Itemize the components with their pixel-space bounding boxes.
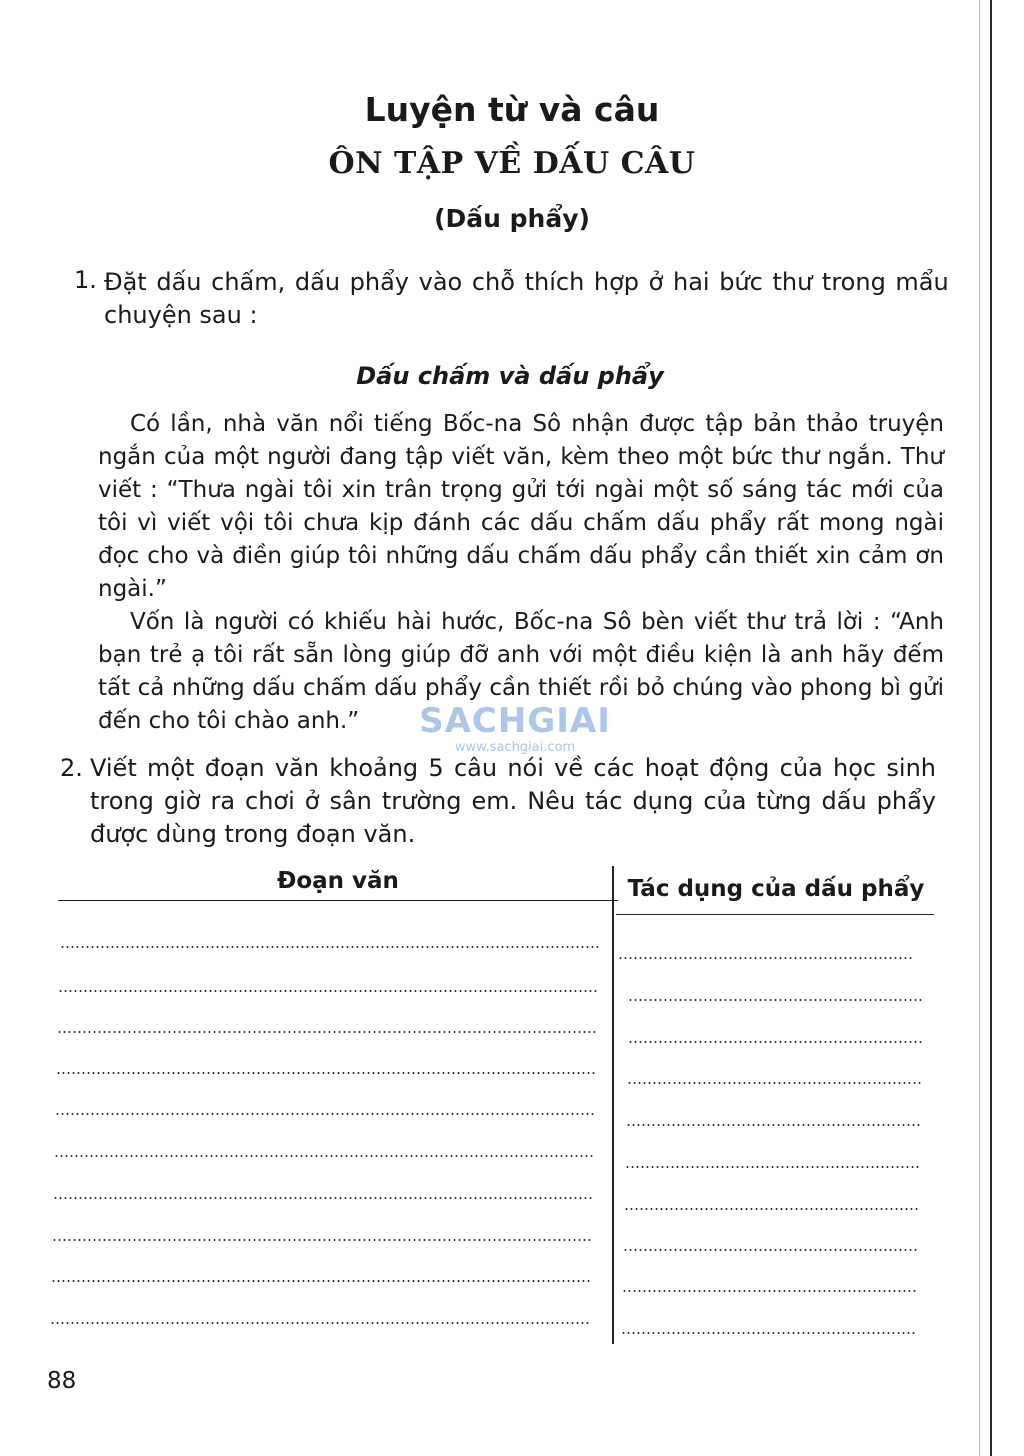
lesson-subtitle: ÔN TẬP VỀ DẤU CÂU <box>328 146 696 181</box>
watermark-url: www.sachgiai.com <box>454 740 576 755</box>
exercise-2-number: 2. <box>60 754 83 782</box>
answer-line[interactable] <box>60 946 600 948</box>
table-header-doan-van: Đoạn văn <box>277 868 399 894</box>
answer-line[interactable] <box>56 1072 596 1074</box>
exercise-1 <box>74 264 954 334</box>
answer-line[interactable] <box>628 999 924 1001</box>
answer-line[interactable] <box>51 1280 591 1282</box>
answer-line[interactable] <box>54 1155 594 1157</box>
answer-line[interactable] <box>625 1166 921 1168</box>
exercise-1-instruction-line1: Đặt dấu chấm, dấu phẩy vào chỗ thích hợp ở hai bức thư trong mẩu <box>104 268 949 296</box>
story-paragraph-2: Vốn là người có khiếu hài hước, Bốc-na Sô bèn viết thư trả lời : “Anh bạn trẻ ạ tôi rất sẵn lòng giúp đỡ anh với một điều kiện là anh hãy đếm tất cả những dấu chấm dấu phẩy cần thiết rồi bỏ chúng vào phong bì gửi đến cho tôi chào anh.” <box>98 609 944 734</box>
answer-line[interactable] <box>52 1239 592 1241</box>
exercise-2-instruction: Viết một đoạn văn khoảng 5 câu nói về các hoạt động của học sinh trong giờ ra chơi ở sân trường em. Nêu tác dụng của từng dấu phẩy được dùng trong đoạn văn. <box>90 754 936 848</box>
table-column-divider <box>612 866 614 1344</box>
story-paragraph-1: Có lần, nhà văn nổi tiếng Bốc-na Sô nhận được tập bản thảo truyện ngắn của một người đang tập viết văn, kèm theo một bức thư ngắn. Thư viết : “Thưa ngài tôi xin trân trọng gửi tới ngài một số sáng tác mới của tôi vì viết vội tôi chưa kịp đánh các dấu chấm dấu phẩy rất mong ngài đọc cho và điền giúp tôi những dấu chấm dấu phẩy cần thiết xin cảm ơn ngài.” <box>98 411 944 602</box>
answer-line[interactable] <box>623 1249 919 1251</box>
table-header-tac-dung: Tác dụng của dấu phẩy <box>627 876 925 902</box>
answer-line[interactable] <box>58 990 598 992</box>
answer-line[interactable] <box>628 1041 924 1043</box>
answer-line[interactable] <box>626 1124 922 1126</box>
table-header-rule-left <box>58 900 618 901</box>
exercise-2 <box>60 752 940 852</box>
answer-line[interactable] <box>55 1113 595 1115</box>
exercise-1-number: 1. <box>74 266 97 294</box>
lesson-topic: (Dấu phẩy) <box>434 204 590 233</box>
answer-line[interactable] <box>622 1290 918 1292</box>
table-header-rule-right <box>616 914 934 915</box>
answer-line[interactable] <box>53 1197 593 1199</box>
answer-line[interactable] <box>618 957 914 959</box>
answer-line[interactable] <box>621 1332 917 1334</box>
answer-line[interactable] <box>624 1208 920 1210</box>
page-number: 88 <box>47 1368 77 1394</box>
answer-line[interactable] <box>50 1322 590 1324</box>
answer-line[interactable] <box>627 1082 923 1084</box>
lesson-title: Luyện từ và câu <box>364 90 660 129</box>
exercise-1-instruction-line2: chuyện sau : <box>104 301 258 329</box>
watermark-brand: SACHGIAI <box>419 701 611 741</box>
answer-line[interactable] <box>57 1031 597 1033</box>
story-title: Dấu chấm và dấu phẩy <box>356 362 664 390</box>
